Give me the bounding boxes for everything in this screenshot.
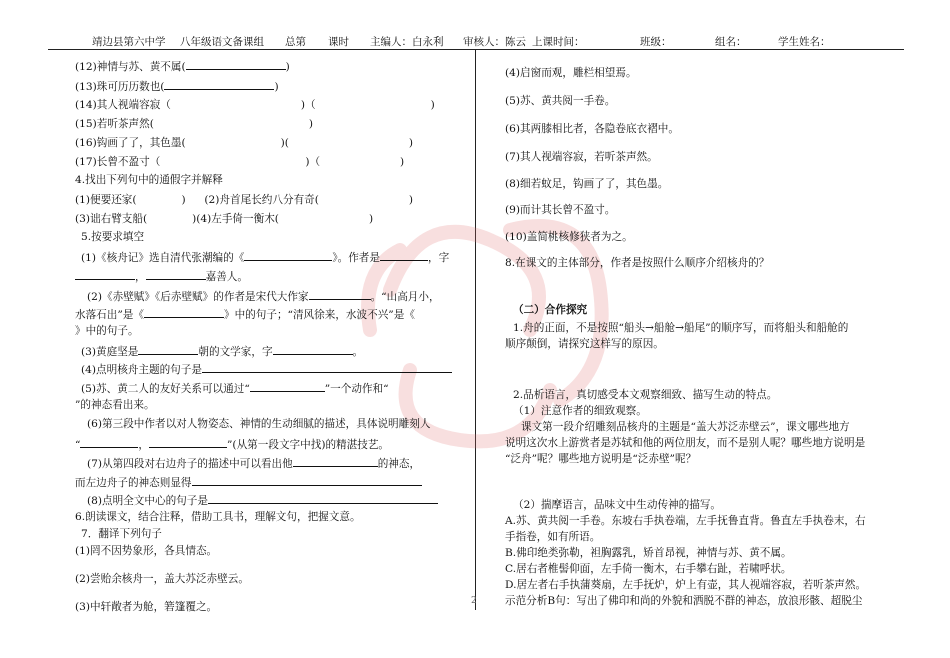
translate-item-7: (7)其人视端容寂，若听茶声然。 xyxy=(505,151,658,163)
student-label: 学生姓名： xyxy=(778,36,831,48)
grade-group: 八年级语文备课组 xyxy=(180,36,264,48)
question-5-2-end: 》中的句子。 xyxy=(75,325,139,337)
translate-item-10: (10)盖简桃核修狭者为之。 xyxy=(505,231,633,243)
class-label: 班级： xyxy=(640,36,672,48)
answer-blank[interactable] xyxy=(319,192,409,203)
question-5-6-cont: “ ， ”(从第一段文字中找)的精湛技艺。 xyxy=(75,436,389,452)
sentence-d: D.居左者右手执蒲葵扇，左手抚炉，炉上有壶，其人视端容寂，若听茶声然。 xyxy=(505,579,867,591)
answer-blank[interactable] xyxy=(138,343,198,355)
group-label: 组名： xyxy=(715,36,747,48)
answer-blank[interactable] xyxy=(149,436,227,448)
hours-label: 课时 xyxy=(328,36,349,48)
school-name: 靖边县第六中学 xyxy=(92,36,166,48)
answer-blank[interactable] xyxy=(320,154,400,165)
question-5-1-cont: ， 嘉善人。 xyxy=(75,268,248,284)
sentence-a: A.苏、黄共阅一手卷。东坡右手执卷端，左手抚鲁直背。鲁直左手执卷末，右 xyxy=(505,515,866,527)
question-4-title: 4.找出下列句中的通假字并解释 xyxy=(75,174,223,186)
answer-blank[interactable] xyxy=(273,343,353,355)
vocab-item-16: (16)钩画了了，其色墨( )( ) xyxy=(75,137,414,149)
vocab-item-17: (17)长曾不盈寸（ )（ ) xyxy=(75,156,405,168)
question-5-5-cont: ”的神态看出来。 xyxy=(75,399,155,411)
answer-blank[interactable] xyxy=(137,192,182,203)
question-5-3: (3)黄庭坚是 朝的文学家，字 。 xyxy=(81,343,363,359)
question-7-title: 7．翻译下列句子 xyxy=(81,528,162,540)
answer-blank[interactable] xyxy=(279,211,369,222)
answer-blank[interactable] xyxy=(186,58,286,70)
vocab-item-13: (13)珠可历历数也( ) xyxy=(75,78,279,94)
translate-item-9: (9)而计其长曾不盈寸。 xyxy=(505,204,616,216)
question-7-3: (3)中轩敞者为舱，箬篷覆之。 xyxy=(75,601,218,613)
right-column xyxy=(505,66,905,607)
inquiry-2-sub-2: （2）揣摩语言，品味文中生动传神的描写。 xyxy=(513,499,722,511)
inquiry-1-line-2: 顺序颠倒，请探究这样写的原因。 xyxy=(505,338,664,350)
question-7-2: (2)尝贻余核舟一，盖大苏泛赤壁云。 xyxy=(75,573,249,585)
inquiry-2-sub-1-line-1: 课文第一段介绍雕刻品核舟的主题是“盖大苏泛赤壁云”，课文哪些地方 xyxy=(521,421,850,433)
vocab-item-15: (15)若听茶声然( ) xyxy=(75,118,313,130)
question-5-1: (1)《核舟记》选自清代张潮编的《 》。作者是 ，字 xyxy=(81,249,449,265)
question-5-7: (7)从第四段对右边舟子的描述中可以看出他 的神态， xyxy=(87,455,420,471)
inquiry-1-line-1: 1.舟的正面，不是按照“船头→船舱→船尾”的顺序写，而将船头和船舱的 xyxy=(513,322,849,334)
sentence-b: B.佛印绝类弥勒，袒胸露乳，矫首昂视，神情与苏、黄不属。 xyxy=(505,547,792,559)
question-5-5: (5)苏、黄二人的友好关系可以通过“ ”一个动作和“ xyxy=(81,380,389,396)
question-7-1: (1)罔不因势象形，各具情态。 xyxy=(75,545,218,557)
sentence-c: C.居右者椎髻仰面，左手倚一衡木，右手攀右趾，若啸呼状。 xyxy=(505,563,792,575)
column-divider xyxy=(475,50,476,610)
answer-blank[interactable] xyxy=(154,116,309,127)
answer-blank[interactable] xyxy=(309,288,371,300)
answer-blank[interactable] xyxy=(164,78,274,90)
inquiry-2-title: 2.品析语言，真切感受本文观察细致、描写生动的特点。 xyxy=(513,389,778,401)
question-5-title: 5.按要求填空 xyxy=(81,231,145,243)
question-5-7-cont: 而左边舟子的神态则显得 xyxy=(75,474,422,490)
left-column xyxy=(75,58,470,613)
question-4-row-2: (3)诎右臂支船( )(4)左手倚一衡木( ) xyxy=(75,213,374,225)
translate-item-4: (4)启窗而观，雕栏相望焉。 xyxy=(505,67,637,79)
answer-blank[interactable] xyxy=(316,97,431,108)
page-header xyxy=(50,34,910,48)
question-5-8: (8)点明全文中心的句子是 xyxy=(87,492,438,508)
answer-blank[interactable] xyxy=(202,361,452,373)
answer-blank[interactable] xyxy=(293,455,378,467)
answer-blank[interactable] xyxy=(147,211,192,222)
answer-blank[interactable] xyxy=(244,249,332,261)
header-rule xyxy=(48,49,904,50)
question-6: 6.朗读课文，结合注释，借助工具书，理解文句，把握文意。 xyxy=(75,511,361,523)
answer-blank[interactable] xyxy=(160,154,305,165)
answer-blank[interactable] xyxy=(144,306,224,318)
answer-blank[interactable] xyxy=(171,97,301,108)
answer-blank[interactable] xyxy=(250,380,325,392)
translate-item-6: (6)其两膝相比者，各隐卷底衣褶中。 xyxy=(505,123,679,135)
total-label: 总第 xyxy=(285,36,306,48)
question-5-2: (2)《赤壁赋》《后赤壁赋》的作者是宋代大作家 。“山高月小， xyxy=(87,288,440,304)
inquiry-2-sub-1: （1）注意作者的细致观察。 xyxy=(513,405,647,417)
time-label: 上课时间： xyxy=(532,36,585,48)
question-4-row-1: (1)便要还家( ) (2)舟首尾长约八分有奇( ) xyxy=(75,194,414,206)
page-number: 2 xyxy=(471,596,477,606)
section-cooperative-inquiry: （二）合作探究 xyxy=(513,304,588,316)
answer-blank[interactable] xyxy=(208,492,438,504)
vocab-item-14: (14)其人视端容寂（ )（ ) xyxy=(75,99,435,111)
question-8: 8.在课文的主体部分，作者是按照什么顺序介绍核舟的？ xyxy=(505,257,770,269)
editor-label: 主编人：白永利 xyxy=(370,36,444,48)
inquiry-2-sub-1-line-3: “泛舟”呢？哪些地方说明是“泛赤壁”呢？ xyxy=(505,453,697,465)
answer-blank[interactable] xyxy=(289,135,409,146)
reviewer-label: 审核人：陈云 xyxy=(463,36,526,48)
inquiry-2-sub-1-line-2: 说明这次水上游赏者是苏轼和他的两位朋友，而不是别人呢？哪些地方说明是 xyxy=(505,437,866,449)
answer-blank[interactable] xyxy=(380,249,428,261)
sentence-a-cont: 手指卷，如有所语。 xyxy=(505,531,601,543)
answer-blank[interactable] xyxy=(192,474,422,486)
question-5-4: (4)点明核舟主题的句子是 xyxy=(81,361,452,377)
translate-item-8: (8)细若蚊足，钩画了了，其色墨。 xyxy=(505,178,669,190)
answer-blank[interactable] xyxy=(75,268,135,280)
vocab-item-12: (12)神情与苏、黄不属( ) xyxy=(75,58,290,74)
question-5-6: (6)第三段中作者以对人物姿态、神情的生动细腻的描述，具体说明雕刻人 xyxy=(87,418,431,430)
sample-analysis: 示范分析B句：写出了佛印和尚的外貌和洒脱不群的神态，放浪形骸、超脱尘 xyxy=(505,595,863,607)
answer-blank[interactable] xyxy=(146,268,206,280)
translate-item-5: (5)苏、黄共阅一手卷。 xyxy=(505,95,616,107)
question-5-2-cont: 水落石出”是《 》中的句子；“清风徐来，水波不兴”是《 xyxy=(75,306,415,322)
answer-blank[interactable] xyxy=(186,135,281,146)
answer-blank[interactable] xyxy=(80,436,138,448)
